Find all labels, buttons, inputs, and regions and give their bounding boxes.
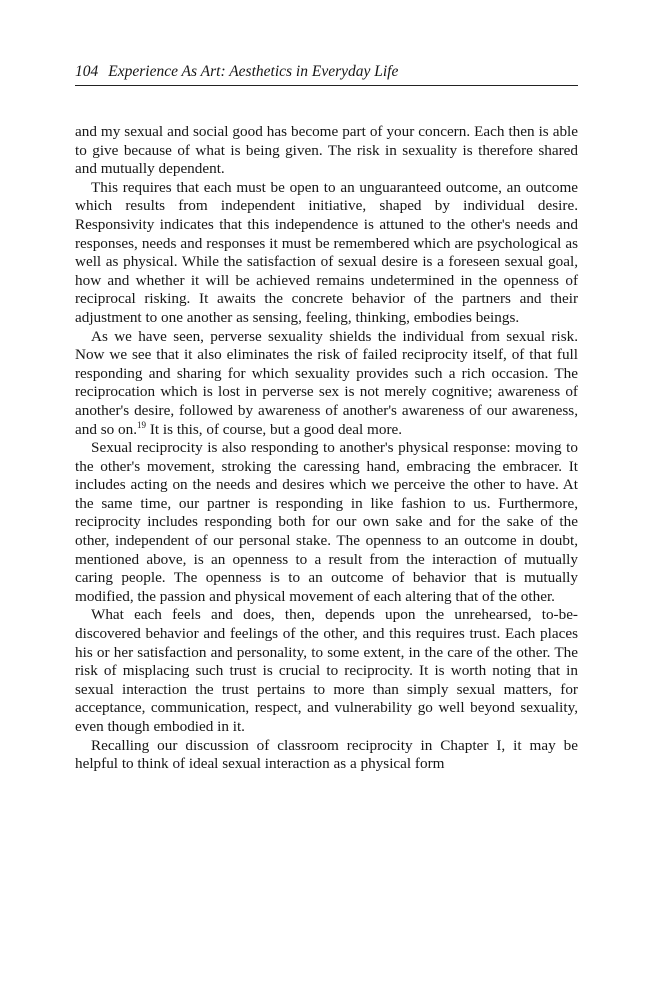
paragraph-1: and my sexual and social good has become part of your concern. Each then is able to give because of what is being given. The risk in sexuality is therefore shared and mutually dependent. (75, 123, 578, 178)
book-page (75, 62, 578, 774)
footnote-reference: 19 (137, 419, 147, 430)
paragraph-3-text-after-note: It is this, of course, but a good deal more. (146, 420, 403, 438)
paragraph-3-text-before-note: As we have seen, perverse sexuality shields the individual from sexual risk. Now we see that it also eliminates the risk of failed reciprocity itself, of that full responding and sharing for which sexuality provides such a rich occasion. The reciprocation which is lost in perverse sex is not merely cognitive; awareness of another's desire, followed by awareness of another's awareness of our awareness, and so on. (75, 327, 578, 438)
page-number: 104 (75, 63, 99, 80)
paragraph-4: Sexual reciprocity is also responding to another's physical response: moving to the other's movement, stroking the caressing hand, embracing the embracer. It includes acting on the needs and desires which we perceive the other to have. At the same time, our partner is responding in like fashion to us. Furthermore, reciprocity includes responding both for our own sake and for the sake of the other, independent of our personal stake. The openness to an outcome in doubt, mentioned above, is an openness to a result from the interaction of mutually caring people. The openness is to an outcome of behavior that is mutually modified, the passion and physical movement of each altering that of the other. (75, 439, 578, 605)
running-header (75, 62, 578, 86)
paragraph-3 (75, 328, 578, 440)
paragraph-2: This requires that each must be open to an unguaranteed outcome, an outcome which results from independent initiative, shaped by individual desire. Responsivity indicates that this independence is attuned to the other's needs and responses, needs and responses it must be remembered which are psychological as well as physical. While the satisfaction of sexual desire is a foreseen sexual goal, how and whether it will be achieved remains undetermined in the openness of reciprocal risking. It awaits the concrete behavior of the partners and their adjustment to one another as sensing, feeling, thinking, embodies beings. (75, 178, 578, 326)
paragraph-6: Recalling our discussion of classroom reciprocity in Chapter I, it may be helpful to think of ideal sexual interaction as a physical form (75, 736, 578, 773)
running-title: Experience As Art: Aesthetics in Everyday Life (108, 63, 399, 80)
body-text (75, 123, 578, 774)
paragraph-5: What each feels and does, then, depends upon the unrehearsed, to-be-discovered behavior and feelings of the other, and this requires trust. Each places his or her satisfaction and personality, to some extent, in the care of the other. The risk of misplacing such trust is crucial to reciprocity. It is worth noting that in sexual interaction the trust pertains to more than simply sexual matters, for acceptance, communication, respect, and vulnerability go well beyond sexuality, even though embodied in it. (75, 606, 578, 735)
